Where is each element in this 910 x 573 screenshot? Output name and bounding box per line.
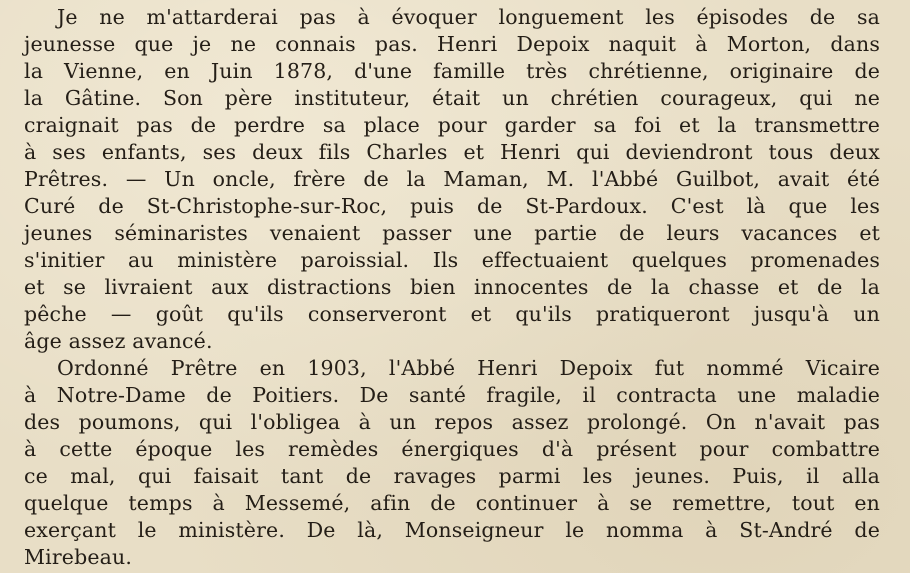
paragraph-line: et se livraient aux distractions bien innocentes de la chasse et de la [24,275,880,299]
paragraph-line: la Gâtine. Son père instituteur, était un chrétien courageux, qui ne [24,86,880,110]
paragraph-line: exerçant le ministère. De là, Monseigneur le nomma à St-André de [24,518,880,542]
paragraph-line: des poumons, qui l'obligea à un repos assez prolongé. On n'avait pas [24,410,880,434]
paragraph-line: à Notre-Dame de Poitiers. De santé fragile, il contracta une maladie [24,383,880,407]
paragraph-line: Curé de St-Christophe-sur-Roc, puis de St-Pardoux. C'est là que les [24,194,880,218]
paragraph-line: Mirebeau. [24,545,133,569]
paragraph-line: Prêtres. — Un oncle, frère de la Maman, M. l'Abbé Guilbot, avait été [24,167,880,191]
paragraph-line: à ses enfants, ses deux fils Charles et Henri qui deviendront tous deux [24,140,880,164]
paragraph-line: ce mal, qui faisait tant de ravages parmi les jeunes. Puis, il alla [24,464,880,488]
paragraph-line: s'initier au ministère paroissial. Ils effectuaient quelques promenades [24,248,880,272]
paragraph-line: craignait pas de perdre sa place pour garder sa foi et la transmettre [24,113,880,137]
paragraph-line: jeunes séminaristes venaient passer une partie de leurs vacances et [24,221,880,245]
paragraph-line: Je ne m'attarderai pas à évoquer longuement les épisodes de sa [57,5,880,29]
paragraph-line: pêche — goût qu'ils conserveront et qu'ils pratiqueront jusqu'à un [24,302,880,326]
paragraph-line: quelque temps à Messemé, afin de continuer à se remettre, tout en [24,491,880,515]
paragraph-line: âge assez avancé. [24,329,213,353]
paragraph-line: la Vienne, en Juin 1878, d'une famille très chrétienne, originaire de [24,59,880,83]
paragraph-line: jeunesse que je ne connais pas. Henri Depoix naquit à Morton, dans [24,32,880,56]
paragraph-line: à cette époque les remèdes énergiques d'à présent pour combattre [24,437,880,461]
paragraph-line: Ordonné Prêtre en 1903, l'Abbé Henri Depoix fut nommé Vicaire [57,356,880,380]
